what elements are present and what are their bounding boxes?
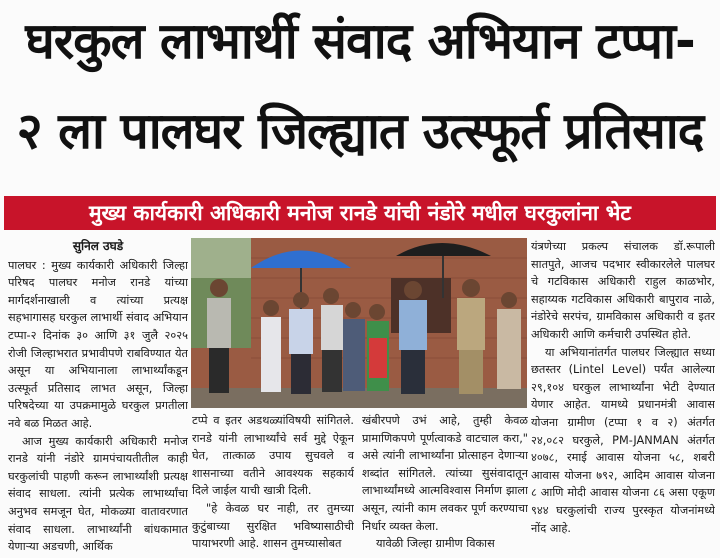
news-photo — [191, 238, 527, 408]
article-column-4 — [531, 238, 715, 556]
paragraph: यावेळी जिल्हा ग्रामीण विकास — [376, 537, 495, 551]
article-column-3 — [362, 412, 528, 558]
paragraph: आज मुख्य कार्यकारी अधिकारी मनोज रानडे यांनी नंडोरे ग्रामपंचायतीतील काही घरकुलांची पाहणी करून लाभार्थ्यांशी प्रत्यक्ष संवाद साधला. त्यांनी प्रत्येक लाभार्थ्यांचा अनुभव समजून घेत, मोकळ्या वातावरणात संवाद साधला. लाभार्थ्यांनी बांधकामात येणाऱ्या अडचणी, आर्थिक — [8, 434, 188, 554]
headline-line-2: २ ला पालघर जिल्ह्यात उत्स्फूर्त प्रतिसाद — [16, 102, 704, 160]
byline: सुनिल उघडे — [72, 239, 124, 253]
paragraph: पालघर : मुख्य कार्यकारी अधिकारी जिल्हा परिषद पालघर मनोज रानडे यांच्या मार्गदर्शनाखाली व त्यांच्या प्रत्यक्ष सहभागासह घरकुल लाभार्थी संवाद अभियान टप्पा-२ दिनांक ३० आणि ३१ जुलै २०२५ रोजी जिल्हाभरात प्रभावीपणे राबविण्यात येत असून या अभियानाला लाभार्थ्यांकडून उत्स्फूर्त प्रतिसाद लाभत असून, जिल्हा परिषदेच्या या उपक्रमामुळे घरकुल प्रगतीला नवे बळ मिळत आहे. — [8, 258, 188, 430]
paragraph: टप्पे व इतर अडथळ्यांविषयी सांगितले. रानडे यांनी लाभार्थ्यांचे सर्व मुद्दे ऐकून घेत, तात्काळ उपाय सुचवले व शासनाच्या वतीने आवश्यक सहकार्य दिले जाईल याची खात्री दिली. — [192, 414, 354, 498]
article-column-1 — [8, 238, 188, 556]
paragraph: या अभियानांतर्गत पालघर जिल्ह्यात सध्या छतस्तर (Lintel Level) पर्यंत आलेल्या २९,१०४ घरकुल लाभार्थ्यांना भेटी देण्यात येणार आहेत. यामध्ये प्रधानमंत्री आवास योजना ग्रामीण (टप्पा १ व २) अंतर्गत २४,०८२ घरकुले, PM-JANMAN अंतर्गत ४०७८, रमाई आवास योजना ५८, शबरी आवास योजना ७९२, आदिम आवास योजना ८ आणि मोदी आवास योजना ८६ असा एकूण ९४४ घरकुलांची राज्य पुरस्कृत योजनांमध्ये नोंद आहे. — [531, 345, 715, 535]
group-photo-image — [191, 238, 527, 408]
paragraph: "हे केवळ घर नाही, तर तुमच्या कुटुंबाच्या सुरक्षित भविष्यासाठीची पायाभरणी आहे. शासन तुमच्यासोबत — [192, 501, 354, 551]
article-column-2 — [192, 412, 354, 558]
headline-line-1: घरकुल लाभार्थी संवाद अभियान टप्पा- — [25, 12, 695, 70]
paragraph: यंत्रणेच्या प्रकल्प संचालक डॉ.रूपाली सातपुते, आजच पदभार स्वीकारलेले पालघर चे गटविकास अधिकारी राहुल काळभोर, सहाय्यक गटविकास अधिकारी बापुराव नाळे, नंडोरेचे सरपंच, ग्रामविकास अधिकारी व इतर अधिकारी आणि कर्मचारी उपस्थित होते. — [531, 240, 715, 341]
subheadline-banner: मुख्य कार्यकारी अधिकारी मनोज रानडे यांची नंडोरे मधील घरकुलांना भेट — [4, 196, 716, 230]
paragraph: खंबीरपणे उभं आहे, तुम्ही केवळ प्रामाणिकपणे पूर्णत्वाकडे वाटचाल करा," असे त्यांनी लाभार्थ्यांना प्रोत्साहन देणाऱ्या शब्दांत सांगितले. त्यांच्या सुसंवादातून लाभार्थ्यांमध्ये आत्मविश्वास निर्माण झाला असून, त्यांनी काम लवकर पूर्ण करण्याचा निर्धार व्यक्त केला. — [362, 414, 528, 533]
